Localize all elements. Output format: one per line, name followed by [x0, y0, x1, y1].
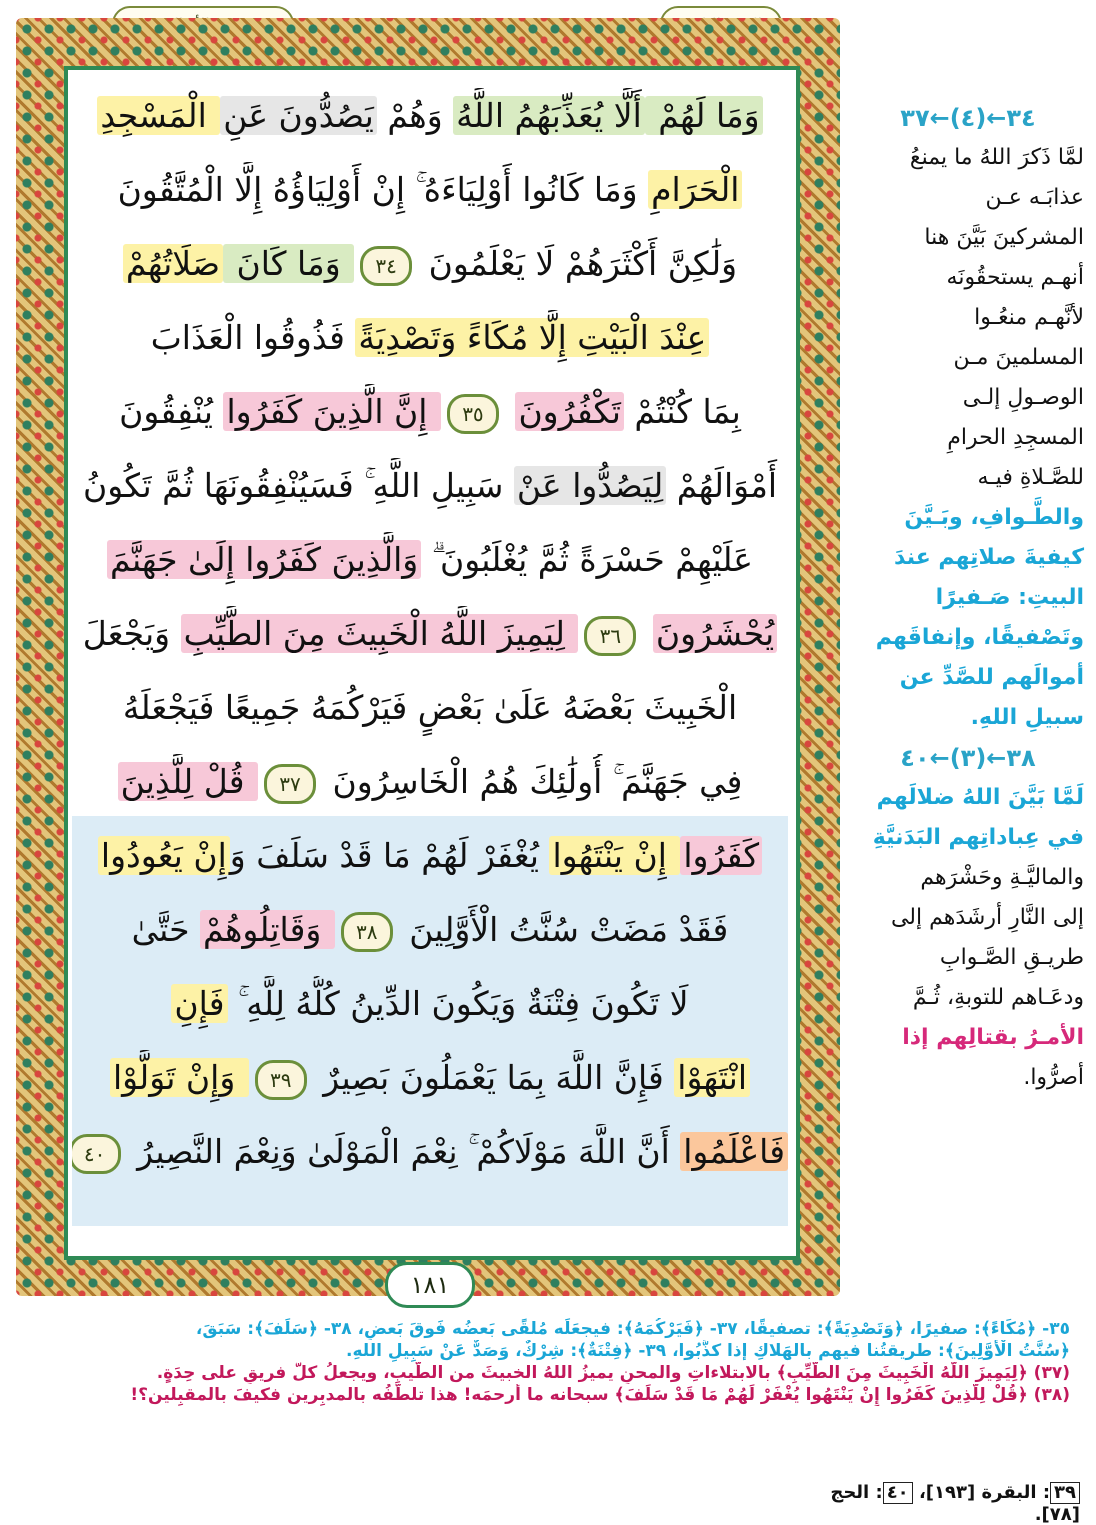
highlighted-phrase: قُلْ لِلَّذِينَ	[118, 762, 258, 801]
tafsir-line: البيتِ: صَـفيرًا	[935, 585, 1084, 610]
verse-text: وَمَا كَانُوا أَوْلِيَاءَهُ ۚ إِنْ أَوْلِيَاؤُهُ إِلَّا الْمُتَّقُونَ	[117, 170, 649, 209]
highlighted-phrase: كَفَرُوا	[680, 836, 762, 875]
tafsir-line: كيفيةَ صلاتِهم عندَ	[894, 545, 1084, 570]
verse-text: حَتَّىٰ	[131, 910, 201, 949]
verse-number-marker: ٣٩	[255, 1060, 307, 1100]
tafsir-line: أموالَهم للصَّدِّ عن	[899, 665, 1084, 690]
verse-range-34-37: ٣٤←(٤)←٣٧	[900, 104, 1036, 132]
quran-line	[72, 458, 788, 514]
quran-line	[72, 162, 788, 218]
footnotes	[30, 1318, 1070, 1406]
verse-text: لَا تَكُونَ فِتْنَةٌ وَيَكُونَ الدِّينُ كُلُّهُ لِلَّهِ ۚ	[227, 984, 689, 1023]
highlighted-phrase: لِيَمِيزَ اللَّهُ الْخَبِيثَ مِنَ الطَّيِّبِ	[181, 614, 579, 653]
tafsir-line: في عِباداتِهم البَدَنيَّةِ	[872, 825, 1084, 850]
verse-text: فَإِنَّ اللَّهَ بِمَا يَعْمَلُونَ بَصِيرٌ	[312, 1058, 675, 1097]
quran-text-area	[72, 74, 788, 1246]
ref-verse-39: ٣٩	[1050, 1482, 1080, 1504]
verse-text: فِي جَهَنَّمَ ۚ أُولَٰئِكَ هُمُ الْخَاسِرُونَ	[321, 762, 743, 801]
tafsir-line: إلى النَّارِ أرشَدَهم إلى	[890, 905, 1084, 930]
tafsir-line: أنهـم يستحقُونَه	[946, 265, 1084, 290]
tafsir-line: ودعَـاهم للتوبةِ، ثُـمَّ	[912, 985, 1084, 1010]
verse-text: يُغْفَرْ لَهُمْ مَا قَدْ سَلَفَ وَ	[229, 836, 550, 875]
tafsir-line: المشركينَ بَيَّنَ هنا	[924, 225, 1084, 250]
verse-number-marker: ٣٤	[360, 246, 412, 286]
highlighted-phrase: وَمَا لَهُمْ	[645, 96, 763, 135]
quran-line	[72, 88, 788, 144]
verse-range-38-40: ٣٨←(٣)←٤٠	[900, 744, 1036, 772]
cross-references	[780, 1482, 1080, 1525]
tafsir-line: المسلمينَ مـن	[953, 345, 1084, 370]
tafsir-line: لَمَّا بَيَّنَ اللهُ ضلالَهم	[876, 785, 1084, 810]
verse-number-marker: ٤٠	[72, 1134, 121, 1174]
ref-verse-40: ٤٠	[883, 1482, 913, 1504]
tafsir-line: وتَصْفيقًا، وإنفاقَهم	[875, 625, 1084, 650]
verse-number-marker: ٣٦	[584, 616, 636, 656]
quran-line	[72, 606, 788, 662]
highlighted-phrase: فَإِنِ	[171, 984, 227, 1023]
verse-number-marker: ٣٥	[447, 394, 499, 434]
footnote-line: ٣٥- ﴿مُكَاءً﴾: صفيرًا، ﴿وَتَصْدِيَةً﴾: تصفيقًا، ٣٧- ﴿فَيَرْكُمَهُ﴾: فيجعَلَه مُلقًى بَعضُه فَوقَ بَعضٍ، ٣٨- ﴿سَلَفَ﴾: سَبَقَ،	[195, 1319, 1070, 1339]
verse-text: الْخَبِيثَ بَعْضَهُ عَلَىٰ بَعْضٍ فَيَرْكُمَهُ جَمِيعًا فَيَجْعَلَهُ	[122, 688, 738, 727]
quran-line	[72, 902, 788, 958]
highlighted-phrase: الْحَرَامِ	[648, 170, 742, 209]
verse-text: وَلَٰكِنَّ أَكْثَرَهُمْ لَا يَعْلَمُونَ	[418, 244, 738, 283]
verse-number-marker: ٣٨	[341, 912, 393, 952]
highlighted-phrase: فَاعْلَمُوا	[680, 1132, 788, 1171]
verse-text: عَلَيْهِمْ حَسْرَةً ثُمَّ يُغْلَبُونَ ۗ	[421, 540, 753, 579]
quran-line	[72, 532, 788, 588]
tafsir-line: والطَّـوافِ، وبَـيَّنَ	[904, 505, 1084, 530]
verse-text: سَبِيلِ اللَّهِ ۚ فَسَيُنْفِقُونَهَا ثُمَّ تَكُونُ	[82, 466, 514, 505]
verse-text: فَقَدْ مَضَتْ سُنَّتُ الْأَوَّلِينَ	[398, 910, 729, 949]
quran-line	[72, 976, 788, 1032]
quran-line	[72, 1050, 788, 1106]
verse-text: أَمْوَالَهُمْ	[666, 466, 778, 505]
quran-line	[72, 828, 788, 884]
tafsir-line: أصرُّوا.	[1023, 1065, 1084, 1090]
page-number: ١٨١	[385, 1262, 475, 1308]
highlighted-phrase: يُحْشَرُونَ	[653, 614, 777, 653]
highlighted-phrase: وَقَاتِلُوهُمْ	[200, 910, 335, 949]
highlighted-phrase: عِنْدَ الْبَيْتِ إِلَّا مُكَاءً وَتَصْدِيَةً	[355, 318, 709, 357]
verse-text	[505, 392, 516, 431]
quran-line	[72, 754, 788, 810]
verse-text: بِمَا كُنْتُمْ	[623, 392, 741, 431]
highlighted-phrase: صَلَاتُهُمْ	[123, 244, 223, 283]
highlighted-phrase: وَإِنْ تَوَلَّوْا	[110, 1058, 249, 1097]
tafsir-line: المسجِدِ الحرامِ	[947, 425, 1084, 450]
highlighted-phrase: أَلَّا يُعَذِّبَهُمُ اللَّهُ	[453, 96, 645, 135]
ref-text-40: : الحج [٧٨].	[830, 1482, 1080, 1525]
highlighted-phrase: لِيَصُدُّوا عَنْ	[514, 466, 666, 505]
highlighted-phrase: إِنَّ الَّذِينَ كَفَرُوا	[223, 392, 440, 431]
tafsir-line: لمَّا ذَكرَ اللهُ ما يمنعُ	[909, 145, 1084, 170]
tafsir-line: لأنَّهـم منعُـوا	[974, 305, 1084, 330]
highlighted-phrase: يَصُدُّونَ عَنِ	[220, 96, 377, 135]
footnote-line: (٣٨) ﴿قُلْ لِلَّذِينَ كَفَرُوا إِنْ يَنْتَهُوا يُغْفَرْ لَهُمْ مَا قَدْ سَلَفَ﴾ سبحانه ما أرحمَه! هذا تلطُّفُه بالمدبِرين فكيفَ بالمقبِلين؟!	[130, 1385, 1070, 1405]
tafsir-column	[852, 98, 1084, 1248]
footnote-line: ﴿سُنَّتُ الْأَوَّلِينَ﴾: طريقتُنا فيهم بالهَلاكِ إذا كذَّبُوا، ٣٩- ﴿فِتْنَةٌ﴾: شِرْكٌ، وَصَدٌّ عَنْ سَبِيلِ اللهِ.	[346, 1341, 1070, 1361]
verse-text: أَنَّ اللَّهَ مَوْلَاكُمْ ۚ نِعْمَ الْمَوْلَىٰ وَنِعْمَ النَّصِيرُ	[126, 1132, 681, 1171]
tafsir-line: الوصـولِ إلـى	[962, 385, 1084, 410]
tafsir-line: عذابَـه عـن	[985, 185, 1084, 210]
quran-line	[72, 384, 788, 440]
quran-line	[72, 680, 788, 736]
verse-text	[642, 614, 653, 653]
ref-text-39: : البقرة [١٩٣]،	[918, 1482, 1051, 1503]
verse-text: وَهُمْ	[376, 96, 454, 135]
verse-text: وَيَجْعَلَ	[82, 614, 181, 653]
verse-text: فَذُوقُوا الْعَذَابَ	[150, 318, 356, 357]
quran-line	[72, 310, 788, 366]
tafsir-line: والماليَّـةِ وحَشْرَهم	[920, 865, 1084, 890]
footnote-line: (٣٧) ﴿لِيَمِيزَ اللَّهُ الْخَبِيثَ مِنَ الطَّيِّبِ﴾ بالابتلاءاتِ والمحنِ يميزُ اللهُ الخبيثَ من الطَّيبِ، ويجعلُ كلَّ فريقٍ على حِدَةٍ.	[156, 1363, 1070, 1383]
highlighted-phrase: إِنْ يَنْتَهُوا	[549, 836, 680, 875]
highlighted-phrase: وَمَا كَانَ	[223, 244, 354, 283]
tafsir-line: للصَّـلاةِ فيـه	[977, 465, 1084, 490]
quran-line	[72, 1124, 788, 1180]
tafsir-line: طريـقِ الصَّـوابِ	[939, 945, 1084, 970]
highlighted-phrase: إِنْ يَعُودُوا	[98, 836, 230, 875]
tafsir-line: سبيلِ اللهِ.	[970, 705, 1084, 730]
highlighted-phrase: تَكْفُرُونَ	[515, 392, 623, 431]
highlighted-phrase: وَالَّذِينَ كَفَرُوا إِلَىٰ جَهَنَّمَ	[107, 540, 421, 579]
highlighted-phrase: الْمَسْجِدِ	[97, 96, 220, 135]
highlighted-phrase: انْتَهَوْا	[674, 1058, 750, 1097]
tafsir-line: الأمـرُ بقتالِهم إذا	[902, 1025, 1084, 1050]
verse-number-marker: ٣٧	[264, 764, 316, 804]
quran-line	[72, 236, 788, 292]
verse-text: يُنْفِقُونَ	[119, 392, 224, 431]
